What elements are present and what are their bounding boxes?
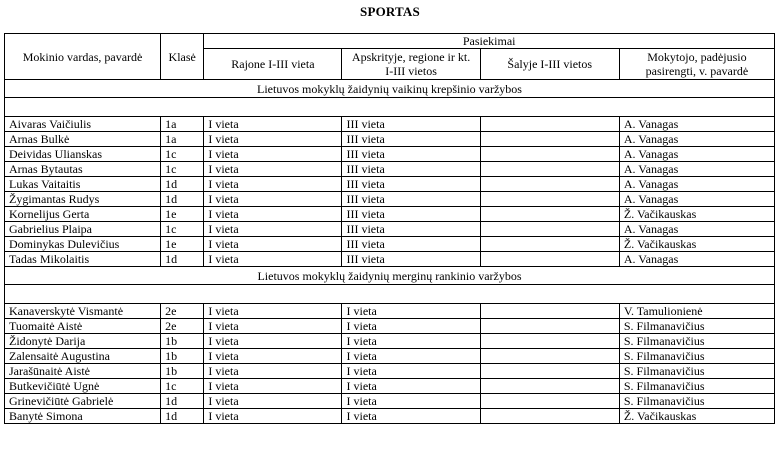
table-body [5,80,775,424]
teacher-cell: Ž. Vačikauskas [619,409,774,424]
district-place-cell: I vieta [204,192,342,207]
student-name-cell: Aivaras Vaičiulis [5,117,161,132]
header-teacher: Mokytojo, padėjusio pasirengti, v. pavardė [619,49,774,80]
section-spacer [5,98,775,117]
table-row [5,349,775,364]
teacher-cell: S. Filmanavičius [619,394,774,409]
county-place-cell: I vieta [342,364,480,379]
district-place-cell: I vieta [204,349,342,364]
table-row [5,304,775,319]
header-class: Klasė [161,34,204,80]
county-place-cell: III vieta [342,222,480,237]
district-place-cell: I vieta [204,147,342,162]
section-header-row [5,267,775,285]
class-cell: 1c [161,222,204,237]
sports-achievements-table [4,33,775,424]
teacher-cell: A. Vanagas [619,177,774,192]
country-place-cell [480,177,619,192]
district-place-cell: I vieta [204,334,342,349]
student-name-cell: Tadas Mikolaitis [5,252,161,267]
header-county: Apskrityje, regione ir kt. I-III vietos [342,49,480,80]
table-row [5,162,775,177]
country-place-cell [480,394,619,409]
county-place-cell: I vieta [342,349,480,364]
country-place-cell [480,192,619,207]
teacher-cell: V. Tamulionienė [619,304,774,319]
table-row [5,409,775,424]
district-place-cell: I vieta [204,252,342,267]
teacher-cell: Ž. Vačikauskas [619,237,774,252]
county-place-cell: I vieta [342,319,480,334]
student-name-cell: Arnas Bulkė [5,132,161,147]
county-place-cell: III vieta [342,177,480,192]
table-row [5,117,775,132]
county-place-cell: III vieta [342,162,480,177]
teacher-cell: A. Vanagas [619,132,774,147]
table-row [5,147,775,162]
teacher-cell: A. Vanagas [619,147,774,162]
country-place-cell [480,379,619,394]
student-name-cell: Butkevičiūtė Ugnė [5,379,161,394]
student-name-cell: Grinevičiūtė Gabrielė [5,394,161,409]
country-place-cell [480,334,619,349]
country-place-cell [480,147,619,162]
teacher-cell: S. Filmanavičius [619,379,774,394]
teacher-cell: S. Filmanavičius [619,349,774,364]
table-row [5,192,775,207]
section-title: Lietuvos mokyklų žaidynių vaikinų krepšinio varžybos [5,80,775,98]
class-cell: 1d [161,177,204,192]
student-name-cell: Banytė Simona [5,409,161,424]
county-place-cell: III vieta [342,192,480,207]
student-name-cell: Jarašūnaitė Aistė [5,364,161,379]
county-place-cell: III vieta [342,132,480,147]
class-cell: 1b [161,364,204,379]
district-place-cell: I vieta [204,162,342,177]
section-spacer-row [5,285,775,304]
header-achievements: Pasiekimai [204,34,775,49]
table-row [5,394,775,409]
teacher-cell: A. Vanagas [619,192,774,207]
section-spacer [5,285,775,304]
student-name-cell: Lukas Vaitaitis [5,177,161,192]
teacher-cell: S. Filmanavičius [619,319,774,334]
class-cell: 1d [161,192,204,207]
class-cell: 1a [161,117,204,132]
class-cell: 2e [161,304,204,319]
teacher-cell: S. Filmanavičius [619,364,774,379]
county-place-cell: III vieta [342,207,480,222]
table-row [5,207,775,222]
class-cell: 1c [161,162,204,177]
country-place-cell [480,132,619,147]
table-row [5,222,775,237]
county-place-cell: I vieta [342,334,480,349]
county-place-cell: I vieta [342,379,480,394]
student-name-cell: Kanaverskytė Vismantė [5,304,161,319]
class-cell: 1d [161,409,204,424]
table-row [5,319,775,334]
country-place-cell [480,349,619,364]
page-title: SPORTAS [360,4,420,19]
country-place-cell [480,117,619,132]
table-row [5,379,775,394]
table-row [5,132,775,147]
teacher-cell: A. Vanagas [619,252,774,267]
section-title: Lietuvos mokyklų žaidynių merginų rankinio varžybos [5,267,775,285]
district-place-cell: I vieta [204,177,342,192]
table-row [5,252,775,267]
county-place-cell: III vieta [342,147,480,162]
county-place-cell: III vieta [342,237,480,252]
header-student-name: Mokinio vardas, pavardė [5,34,161,80]
teacher-cell: A. Vanagas [619,117,774,132]
class-cell: 1b [161,349,204,364]
county-place-cell: I vieta [342,409,480,424]
student-name-cell: Tuomaitė Aistė [5,319,161,334]
country-place-cell [480,364,619,379]
class-cell: 1b [161,334,204,349]
student-name-cell: Gabrielius Plaipa [5,222,161,237]
table-row [5,364,775,379]
county-place-cell: I vieta [342,394,480,409]
district-place-cell: I vieta [204,222,342,237]
district-place-cell: I vieta [204,207,342,222]
district-place-cell: I vieta [204,394,342,409]
district-place-cell: I vieta [204,132,342,147]
district-place-cell: I vieta [204,117,342,132]
country-place-cell [480,252,619,267]
country-place-cell [480,237,619,252]
class-cell: 1d [161,394,204,409]
district-place-cell: I vieta [204,409,342,424]
county-place-cell: III vieta [342,252,480,267]
class-cell: 1c [161,147,204,162]
section-spacer-row [5,98,775,117]
district-place-cell: I vieta [204,237,342,252]
class-cell: 1a [161,132,204,147]
student-name-cell: Dominykas Dulevičius [5,237,161,252]
student-name-cell: Kornelijus Gerta [5,207,161,222]
district-place-cell: I vieta [204,319,342,334]
country-place-cell [480,304,619,319]
district-place-cell: I vieta [204,364,342,379]
class-cell: 1d [161,252,204,267]
student-name-cell: Zalensaitė Augustina [5,349,161,364]
country-place-cell [480,162,619,177]
teacher-cell: A. Vanagas [619,162,774,177]
student-name-cell: Židonytė Darija [5,334,161,349]
country-place-cell [480,207,619,222]
class-cell: 1e [161,237,204,252]
district-place-cell: I vieta [204,379,342,394]
county-place-cell: I vieta [342,304,480,319]
student-name-cell: Deividas Ulianskas [5,147,161,162]
student-name-cell: Arnas Bytautas [5,162,161,177]
header-country: Šalyje I-III vietos [480,49,619,80]
class-cell: 2e [161,319,204,334]
country-place-cell [480,222,619,237]
teacher-cell: S. Filmanavičius [619,334,774,349]
district-place-cell: I vieta [204,304,342,319]
country-place-cell [480,319,619,334]
table-row [5,334,775,349]
country-place-cell [480,409,619,424]
header-district: Rajone I-III vieta [204,49,342,80]
teacher-cell: A. Vanagas [619,222,774,237]
county-place-cell: III vieta [342,117,480,132]
section-header-row [5,80,775,98]
class-cell: 1c [161,379,204,394]
class-cell: 1e [161,207,204,222]
table-row [5,177,775,192]
table-row [5,237,775,252]
student-name-cell: Žygimantas Rudys [5,192,161,207]
teacher-cell: Ž. Vačikauskas [619,207,774,222]
